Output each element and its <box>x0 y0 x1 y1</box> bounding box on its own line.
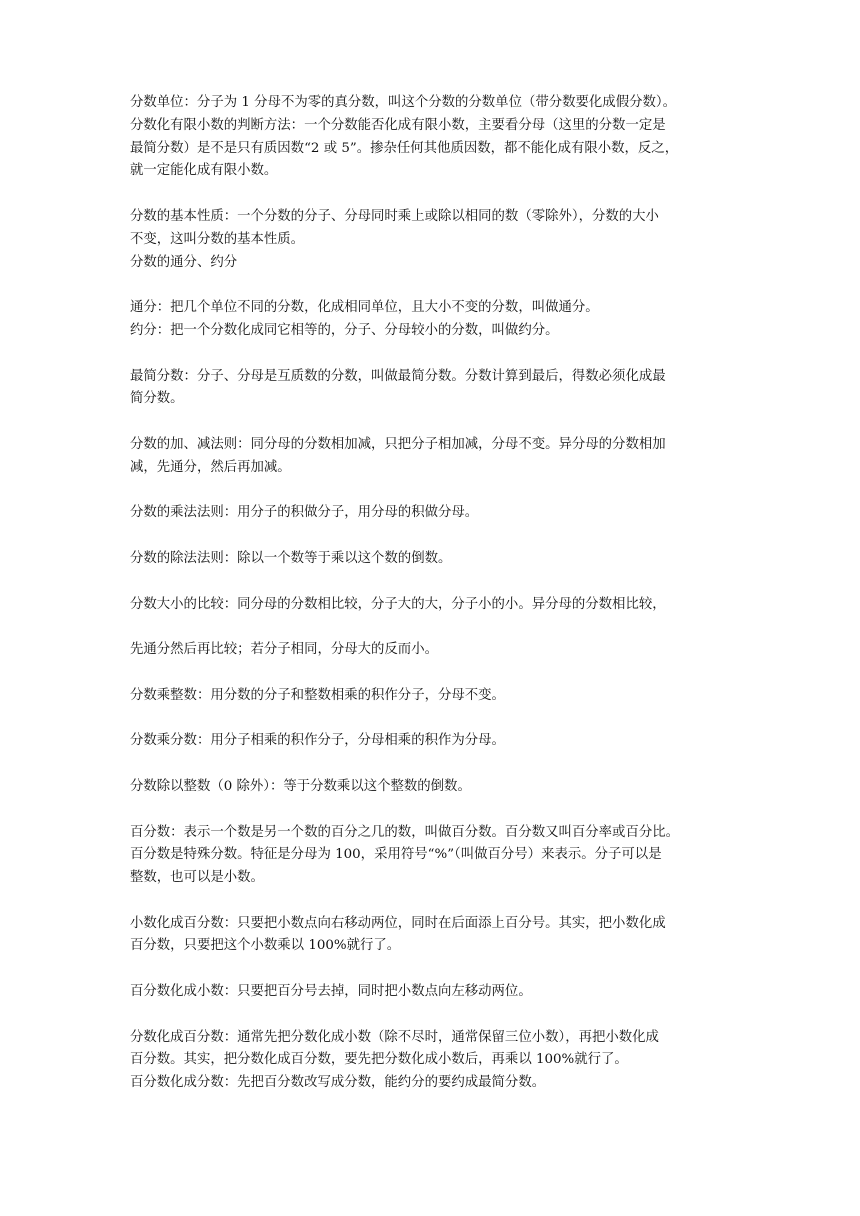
text-line: 分数乘分数：用分子相乘的积作分子，分母相乘的积作为分母。 <box>130 733 505 749</box>
blank-line <box>130 411 742 434</box>
text-line: 分数乘整数：用分数的分子和整数相乘的积作分子，分母不变。 <box>130 687 505 703</box>
blank-line <box>130 571 742 594</box>
blank-line <box>130 1004 742 1027</box>
text-line: 减，先通分，然后再加减。 <box>130 459 291 475</box>
text-line: 约分：把一个分数化成同它相等的，分子、分母较小的分数，叫做约分。 <box>130 322 559 338</box>
text-line: 分数的乘法法则：用分子的积做分子，用分母的积做分母。 <box>130 505 479 521</box>
text-line: 百分数，只要把这个小数乘以 100%就行了。 <box>130 938 401 954</box>
text-line: 百分数。其实，把分数化成百分数，要先把分数化成小数后，再乘以 100%就行了。 <box>130 1052 628 1068</box>
blank-line <box>130 183 742 206</box>
blank-line <box>130 274 742 297</box>
text-line: 分数化有限小数的判断方法：一个分数能否化成有限小数，主要看分母（这里的分数一定是 <box>130 117 666 133</box>
blank-line <box>130 343 742 366</box>
text-line: 分数的加、减法则：同分母的分数相加减，只把分子相加减，分母不变。异分母的分数相加 <box>130 436 666 452</box>
blank-line <box>130 525 742 548</box>
blank-line <box>130 958 742 981</box>
text-line: 分数大小的比较：同分母的分数相比较，分子大的大，分子小的小。异分母的分数相比较， <box>130 596 666 612</box>
text-line: 先通分然后再比较；若分子相同，分母大的反而小。 <box>130 642 438 658</box>
text-line: 分数化成百分数：通常先把分数化成小数（除不尽时，通常保留三位小数），再把小数化成 <box>130 1029 659 1045</box>
text-line: 百分数化成小数：只要把百分号去掉，同时把小数点向左移动两位。 <box>130 984 532 1000</box>
blank-line <box>130 480 742 503</box>
text-line: 分数的除法法则：除以一个数等于乘以这个数的倒数。 <box>130 550 452 566</box>
text-line: 就一定能化成有限小数。 <box>130 163 278 179</box>
text-line: 分数的通分、约分 <box>130 254 238 270</box>
document-body <box>130 92 742 1095</box>
text-line: 不变，这叫分数的基本性质。 <box>130 231 305 247</box>
text-line: 最简分数）是不是只有质因数“2 或 5”。掺杂任何其他质因数，都不能化成有限小数，反之， <box>130 140 679 156</box>
text-line: 小数化成百分数：只要把小数点向右移动两位，同时在后面添上百分号。其实，把小数化成 <box>130 915 666 931</box>
blank-line <box>130 753 742 776</box>
blank-line <box>130 616 742 639</box>
text-line: 整数，也可以是小数。 <box>130 870 264 886</box>
text-line: 百分数是特殊分数。特征是分母为 100，采用符号“%”（叫做百分号）来表示。分子可以是 <box>130 847 662 863</box>
blank-line <box>130 662 742 685</box>
blank-line <box>130 890 742 913</box>
blank-line <box>130 708 742 731</box>
text-line: 百分数：表示一个数是另一个数的百分之几的数，叫做百分数。百分数又叫百分率或百分比。 <box>130 824 680 840</box>
text-line: 分数单位：分子为 1 分母不为零的真分数，叫这个分数的分数单位（带分数要化成假分数）。 <box>130 95 676 110</box>
text-line: 分数除以整数（0 除外）：等于分数乘以这个整数的倒数。 <box>130 778 471 794</box>
text-line: 百分数化成分数：先把百分数改写成分数，能约分的要约成最简分数。 <box>130 1075 546 1091</box>
blank-line <box>130 799 742 822</box>
text-line: 简分数。 <box>130 391 184 407</box>
text-line: 分数的基本性质：一个分数的分子、分母同时乘上或除以相同的数（零除外），分数的大小 <box>130 208 659 224</box>
text-line: 最简分数：分子、分母是互质数的分数，叫做最简分数。分数计算到最后，得数必须化成最 <box>130 368 666 384</box>
text-line: 通分：把几个单位不同的分数，化成相同单位，且大小不变的分数，叫做通分。 <box>130 300 599 316</box>
